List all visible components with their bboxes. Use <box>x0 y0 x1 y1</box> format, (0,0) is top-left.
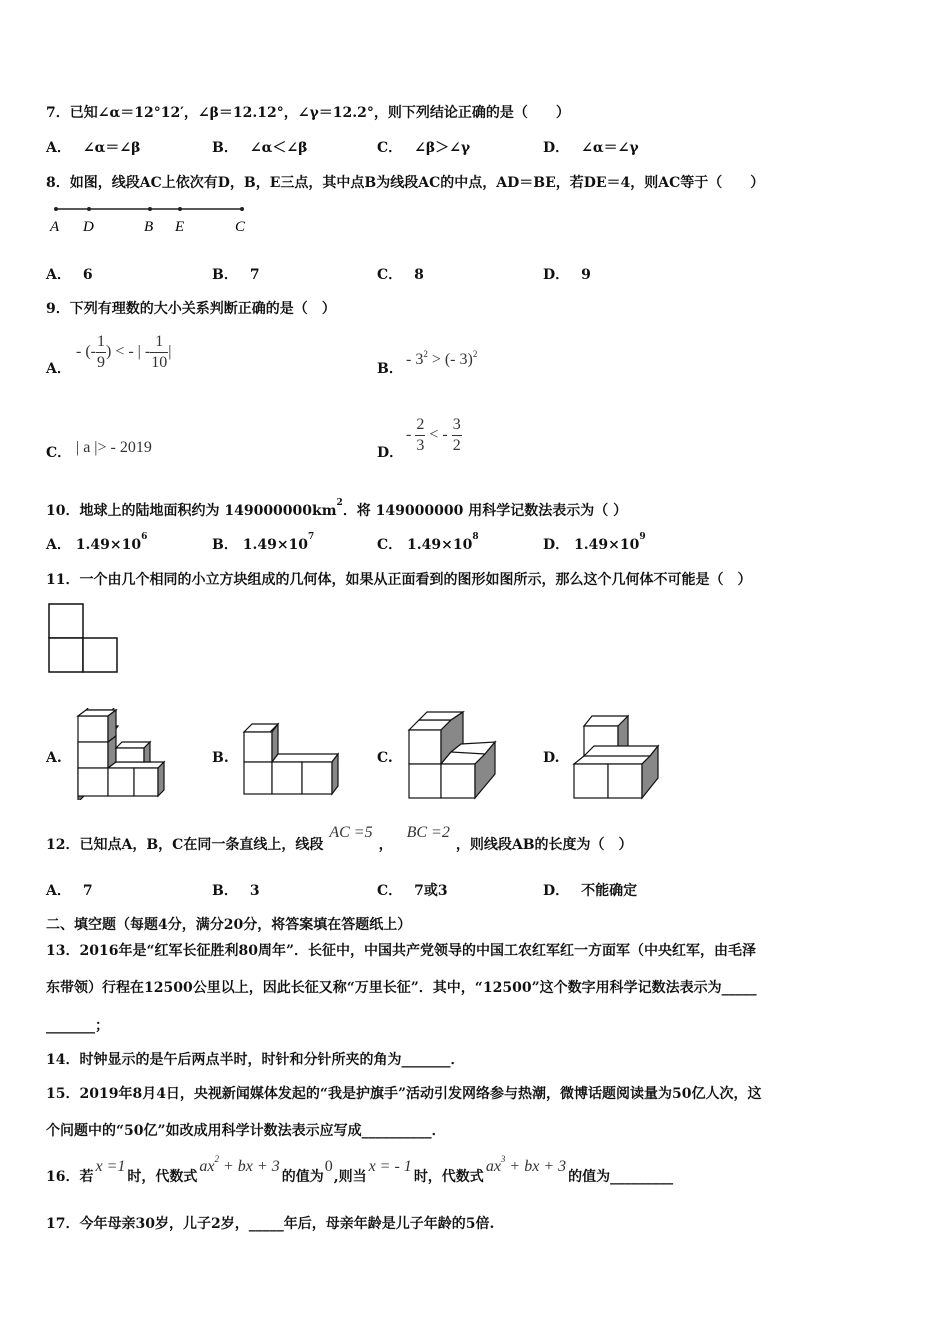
q8-option-c: C． 8 <box>377 267 424 283</box>
point-a <box>54 207 58 211</box>
q12-option-a: A． 7 <box>46 883 93 899</box>
point-label-a: A <box>50 219 60 235</box>
q12-option-d: D． 不能确定 <box>543 883 638 899</box>
q13-line1: 13．2016年是“红军长征胜利80周年”．长征中，中国共产党领导的中国工农红军红一方面军（中央红军，由毛泽 <box>46 943 757 959</box>
q11-option-d-figure <box>570 712 662 802</box>
q11-front-view-figure <box>46 602 122 674</box>
q12-option-b: B． 3 <box>212 883 260 899</box>
q11-option-c-label: C. <box>377 750 393 766</box>
q7-stem: 7．已知∠α＝12°12′，∠β＝12.12°，∠γ＝12.2°，则下列结论正确的是（ ） <box>46 105 570 121</box>
q9-option-a-expr: - (- $\frac{1}{9}$ ) < - | - $\frac{1}{10}$ | <box>76 333 172 371</box>
q9-option-b-expr: - $3^2$ > (- 3)$^2$ <box>406 349 478 368</box>
q9-option-c-expr: | a |> - 2019 <box>76 439 152 456</box>
q8-option-b: B． 7 <box>212 267 260 283</box>
q10-option-d: D． $1.49\times 10^9$ <box>543 532 646 553</box>
q16-math-expr1: $ax^2$ + bx + 3 <box>199 1154 280 1175</box>
q8-option-a: A． 6 <box>46 267 93 283</box>
q16-text: 16．若x =1时，代数式$ax^2$ + bx + 3的值为0,则当x = - 1时，代数式$ax^3$ + bx + 3的值为_________ <box>46 1154 674 1185</box>
q9-option-b-label: B． <box>377 361 403 377</box>
q11-option-d-label: D. <box>543 750 560 766</box>
front-view-square <box>83 638 117 672</box>
q10-option-b: B． $1.49\times 10^7$ <box>212 532 315 553</box>
q7-option-a: A． ∠α＝∠β <box>46 140 141 156</box>
section-heading-fill-in: 二、填空题（每题4分，满分20分，将答案填在答题纸上） <box>46 917 412 933</box>
q12-option-c: C． 7或3 <box>377 883 448 899</box>
q14-text: 14．时钟显示的是午后两点半时，时针和分针所夹的角为_______． <box>46 1052 465 1068</box>
q13-line2: 东带领）行程在12500公里以上，因此长征又称“万里长征”．其中，“12500”这个数字用科学记数法表示为_____ <box>46 980 757 996</box>
q10-stem: 10．地球上的陆地面积约为 $149000000km^2$．将 149000000 用科学记数法表示为（ ） <box>46 498 628 519</box>
q16-math-zero: 0 <box>324 1158 333 1175</box>
q7-option-d: D． ∠α＝∠γ <box>543 140 639 156</box>
q9-option-c-label: C． <box>46 445 72 461</box>
point-label-e: E <box>175 219 185 235</box>
q11-option-b-figure <box>240 720 344 802</box>
q8-option-d: D． 9 <box>543 267 591 283</box>
q16-math-x2: x = - 1 <box>368 1158 412 1175</box>
q8-segment-figure <box>44 200 254 240</box>
q11-option-a-figure <box>74 708 166 800</box>
q16-math-expr2: $ax^3$ + bx + 3 <box>485 1154 567 1175</box>
q12-stem: 12．已知点A，B，C在同一条直线上，线段AC =5，BC =2，则线段AB的长度为（ ） <box>46 824 633 853</box>
q11-stem: 11．一个由几个相同的小立方块组成的几何体，如果从正面看到的图形如图所示，那么这个几何体不可能是（ ） <box>46 572 752 588</box>
point-label-d: D <box>83 219 94 235</box>
front-view-square <box>49 604 83 638</box>
q9-stem: 9．下列有理数的大小关系判断正确的是（ ） <box>46 301 336 317</box>
q15-line2: 个问题中的“50亿”如改成用科学计数法表示应写成__________． <box>46 1123 446 1139</box>
q9-option-d-label: D． <box>377 445 404 461</box>
q10-option-c: C． $1.49\times 10^8$ <box>377 532 479 553</box>
point-d <box>87 207 91 211</box>
q11-option-b-label: B. <box>212 750 229 766</box>
point-label-b: B <box>144 219 154 235</box>
q12-math-ac: AC =5 <box>329 824 373 841</box>
q10-option-a: A． $1.49\times 10^6$ <box>46 532 148 553</box>
q11-option-c-figure <box>405 708 499 802</box>
point-e <box>178 207 182 211</box>
q9-option-a-label: A． <box>46 361 71 377</box>
q8-stem: 8．如图，线段AC上依次有D，B，E三点，其中点B为线段AC的中点，AD＝BE，若DE＝4，则AC等于（ ） <box>46 175 765 191</box>
q16-math-x1: x =1 <box>95 1158 126 1175</box>
point-c <box>240 207 244 211</box>
point-label-c: C <box>235 219 246 235</box>
q17-text: 17．今年母亲30岁，儿子2岁，_____年后，母亲年龄是儿子年龄的5倍. <box>46 1216 495 1232</box>
q15-line1: 15．2019年8月4日，央视新闻媒体发起的“我是护旗手”活动引发网络参与热潮，微博话题阅读量为50亿人次，这 <box>46 1086 762 1102</box>
q7-option-c: C． ∠β＞∠γ <box>377 140 471 156</box>
front-view-square <box>49 638 83 672</box>
q7-option-b: B． ∠α＜∠β <box>212 140 308 156</box>
point-b <box>148 207 152 211</box>
q13-line3: _______； <box>46 1018 109 1034</box>
q12-math-bc: BC =2 <box>406 824 450 841</box>
q11-option-a-label: A. <box>46 750 62 766</box>
q9-option-d-expr: - $\frac{2}{3}$ < - $\frac{3}{2}$ <box>406 416 461 454</box>
